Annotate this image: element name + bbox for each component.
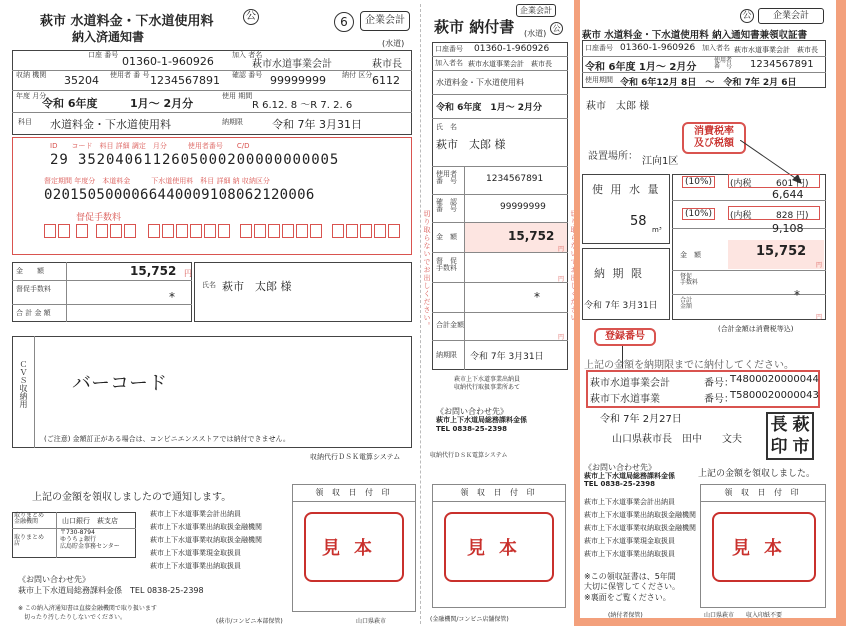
office-line: 萩市上下水道事業会計出納員 xyxy=(150,510,241,518)
kanyu-value: 萩市水道事業会計 xyxy=(252,59,332,70)
right-total-yen: 円 xyxy=(816,314,823,321)
right-amount-label: 金 額 xyxy=(680,251,701,259)
office-line: 萩市上下水道事業収納取扱金融機関 xyxy=(584,524,696,532)
seal-char: 長 xyxy=(770,415,788,435)
right-due-label: 納 期 限 xyxy=(594,267,644,280)
middle-shimei-label: 氏 名 xyxy=(436,123,457,131)
water-tax-rate: (10%) xyxy=(682,176,715,188)
middle-kanyu-value: 萩市水道事業会計 萩市長 xyxy=(468,60,552,68)
fee-star: * xyxy=(169,290,175,304)
total-note: (合計金額は消費税等込) xyxy=(718,325,794,333)
middle-receipt-date-title: 領 収 日 付 印 xyxy=(433,487,565,502)
right-amount-yen: 円 xyxy=(816,262,823,269)
check-value: 99999999 xyxy=(270,74,326,87)
sewer-tax-box xyxy=(728,206,820,220)
bottom-note: ※ この納入済通知書は直接金融機関で取り扱います 切ったり汚したりしないでください。 xyxy=(18,605,157,621)
right-office-list xyxy=(584,496,696,561)
issue-date: 令和 7年 2月27日 xyxy=(600,414,682,425)
seal-char: 印 xyxy=(770,437,788,457)
due-label: 納期限 xyxy=(222,118,243,126)
official-seal-icon xyxy=(766,412,814,460)
left-subtitle: 納入済通知書 xyxy=(72,30,145,44)
place-value: 江向1区 xyxy=(642,156,679,167)
middle-badge: 企業会計 xyxy=(516,4,556,17)
middle-kouza-value: 01360-1-960926 xyxy=(474,44,550,54)
city-value: 萩市長 xyxy=(372,59,402,70)
usage-unit: m³ xyxy=(652,226,662,234)
year-label: 年度 月分 xyxy=(16,92,47,100)
reg1-name: 萩市水道事業会計 xyxy=(590,378,670,389)
middle-due-value: 令和 7年 3月31日 xyxy=(470,352,544,362)
right-contact-title: 《お問い合わせ先》 xyxy=(584,463,656,472)
tax-rate-callout: 消費税率 及び税額 xyxy=(682,122,746,154)
orange-right-border xyxy=(836,0,846,626)
bank1-value: 山口銀行 萩支店 xyxy=(62,517,118,525)
subject-label: 科目 xyxy=(18,118,32,126)
right-badge: 企業会計 xyxy=(758,8,824,24)
office-line: 萩市上下水道事業出納取扱員 xyxy=(150,562,241,570)
middle-name: 萩市 太郎 様 xyxy=(436,138,506,151)
middle-contact-value: 萩市上下水道局総務課料金係 TEL 0838-25-2398 xyxy=(436,416,527,433)
year-value: 令和 6年度 xyxy=(42,97,98,110)
middle-subject: 水道料金・下水道使用料 xyxy=(436,78,524,87)
right-kouza-value: 01360-1-960926 xyxy=(620,43,696,53)
middle-due-label: 納期限 xyxy=(436,351,457,359)
right-kanyu-value: 萩市水道事業会計 萩市長 xyxy=(734,46,818,54)
middle-left-vertical-text: 切り取らないでお出しください。 xyxy=(423,210,431,330)
right-fee-label: 督促 手数料 xyxy=(680,273,699,287)
left-title-mark: 公 xyxy=(243,9,259,25)
middle-panel xyxy=(424,0,574,626)
middle-amount-label: 金 額 xyxy=(436,233,457,241)
middle-kouza-label: 口座番号 xyxy=(435,45,463,53)
due-value: 令和 7年 3月31日 xyxy=(272,118,362,131)
receipt-date-title: 領 収 日 付 印 xyxy=(293,487,415,502)
amount-value: 15,752 xyxy=(130,264,177,278)
middle-contact-title: 《お問い合わせ先》 xyxy=(436,407,508,416)
middle-badge-sub: (水道) xyxy=(524,29,547,38)
middle-amount-yen: 円 xyxy=(558,246,565,253)
right-title: 萩市 水道料金・下水道使用料 納入通知書兼領収証書 xyxy=(582,30,808,41)
middle-total-label: 合計金額 xyxy=(436,321,464,329)
tokusoku-digit-boxes xyxy=(44,224,404,244)
seal-char: 市 xyxy=(792,437,810,457)
right-name: 萩市 太郎 様 xyxy=(586,101,650,112)
middle-title-mark: 公 xyxy=(550,22,563,35)
middle-kanyu-label: 加入者名 xyxy=(435,59,463,67)
left-badge-sub: (水道) xyxy=(382,39,405,48)
pay-note: 上記の金額を納期限までに納付してください。 xyxy=(584,360,794,371)
right-kouza-label: 口座番号 xyxy=(585,44,613,52)
left-title: 萩市 水道料金・下水道使用料 xyxy=(40,14,214,29)
middle-check-value: 99999999 xyxy=(500,202,546,212)
contact-title: 《お問い合わせ先》 xyxy=(18,575,90,584)
office-line: 萩市上下水道事業収納取扱金融機関 xyxy=(150,536,262,544)
middle-star: * xyxy=(534,290,540,304)
month-value: 1月〜 2月分 xyxy=(130,97,194,110)
ocr-line-2: 0201505000066440009108062120006 xyxy=(44,187,315,203)
office-line: 萩市上下水道事業現金取扱員 xyxy=(150,549,241,557)
shuno-value: 35204 xyxy=(64,74,99,87)
cvs-label: ＣＶＳ収納用 xyxy=(19,360,28,408)
right-due-value: 令和 7年 3月31日 xyxy=(584,301,658,311)
right-title-mark: 公 xyxy=(740,9,754,23)
right-sample-stamp: 見本 xyxy=(712,512,816,582)
agent-text: 収納代行ＤＳＫ電算システム xyxy=(310,453,401,461)
kouza-label: 口座 番号 xyxy=(88,51,119,59)
middle-agent: 収納代行ＤＳＫ電算システム xyxy=(430,452,508,459)
kouza-value: 01360-1-960926 xyxy=(122,55,214,68)
check-label: 確認 番号 xyxy=(232,71,263,79)
office-line: 萩市上下水道事業出納取扱金融機関 xyxy=(584,511,696,519)
middle-check-label: 確 認 番 号 xyxy=(436,198,457,214)
middle-total-yen: 円 xyxy=(558,334,565,341)
office-line: 萩市上下水道事業会計出納員 xyxy=(584,498,675,506)
sewer-tax-label: (内税 xyxy=(730,211,752,221)
right-kanyu-label: 加入者名 xyxy=(702,44,730,52)
registration-callout: 登録番号 xyxy=(594,328,656,346)
total-label: 合 計 金 額 xyxy=(16,309,51,317)
subject-value: 水道料金・下水道使用料 xyxy=(50,118,171,131)
reg2-label: 番号： xyxy=(704,394,734,405)
shuno-label: 収納 機関 xyxy=(16,71,47,79)
usage-value: 58 xyxy=(630,214,647,229)
middle-fee-label: 督 促 手数料 xyxy=(436,257,457,273)
receipt-note: 上記の金額を領収しました。 xyxy=(698,469,816,479)
middle-user-value: 1234567891 xyxy=(486,174,544,184)
kanyu-label: 加入 者名 xyxy=(232,51,263,59)
name-value: 萩市 太郎 様 xyxy=(222,280,292,293)
user-value: 1234567891 xyxy=(150,74,220,87)
ocr-line-1: 29 3520406112605000200000000005 xyxy=(50,152,340,168)
issuer-name: 山口県萩市長 田中 文夫 xyxy=(612,434,742,445)
right-bottom-right: 山口県萩市 収入印紙不要 xyxy=(704,612,783,619)
middle-user-label: 使用者 番 号 xyxy=(436,170,457,186)
right-amount-value: 15,752 xyxy=(756,244,807,259)
name-label: 氏名 xyxy=(202,281,216,289)
amount-yen: 円 xyxy=(184,269,192,278)
orange-bottom-border xyxy=(574,618,846,626)
right-star: * xyxy=(794,288,800,302)
middle-sample-stamp: 見本 xyxy=(444,512,554,582)
user-label: 使用者 番 号 xyxy=(110,71,150,79)
right-total-label: 合計 金額 xyxy=(680,297,693,311)
middle-title: 萩市 納付書 xyxy=(434,18,515,36)
right-user-label: 使用者 番 号 xyxy=(714,57,733,71)
right-receipt-date-title: 領 収 日 付 印 xyxy=(701,487,825,502)
period-label: 使用 期間 xyxy=(222,92,253,100)
received-text: 上記の金額を領収しましたので通知します。 xyxy=(32,492,232,503)
sewer-tax-value: 828 円) xyxy=(776,211,809,221)
sewer-tax-rate: (10%) xyxy=(682,208,715,220)
middle-amount-value: 15,752 xyxy=(508,229,555,243)
reg1-value: T4800020000044 xyxy=(730,374,819,385)
water-tax-label: (内税 xyxy=(730,179,752,189)
bank2-value: 〒730-8794 ゆうちょ銀行 広島貯金事務センター xyxy=(60,529,120,551)
right-panel xyxy=(580,0,836,618)
cvs-note: (ご注意) 金額訂正がある場合は、コンビニエンスストアでは納付できません。 xyxy=(44,435,290,443)
middle-fee-yen: 円 xyxy=(558,276,565,283)
left-panel xyxy=(4,0,416,626)
tax-value: 6112 xyxy=(372,74,400,87)
cut-line-1 xyxy=(420,4,421,624)
water-tax-value: 601 円) xyxy=(776,179,809,189)
reg1-label: 番号： xyxy=(704,378,734,389)
bottom-mid-label: 山口県萩市 xyxy=(356,618,387,625)
middle-bottom-label: (金融機関/コンビニ店舗保管) xyxy=(430,616,509,623)
water-tax-box xyxy=(728,174,820,188)
right-period-label: 使用期間 xyxy=(585,76,613,84)
place-label: 設置場所： xyxy=(588,151,638,162)
ocr-header-2: 督定期間 年度分 本道料金 下水道使用料 科目 詳細 納 収納区分 xyxy=(44,177,270,185)
right-year: 令和 6年度 1月〜 2月分 xyxy=(585,62,697,73)
barcode-placeholder: バーコード xyxy=(72,372,168,394)
right-contact-value: 萩市上下水道局総務課料金係 TEL 0838-25-2398 xyxy=(584,472,675,489)
sewer-fee-value: 9,108 xyxy=(772,222,804,235)
tax-label: 納付 区分 xyxy=(342,71,373,79)
water-fee-value: 6,644 xyxy=(772,188,804,201)
middle-office-note: 萩市上下水道事業出納員 収納代行取扱事業所あて xyxy=(454,376,521,391)
amount-label: 金 額 xyxy=(16,267,44,275)
bank1-label: 取りまとめ 金融機関 xyxy=(14,512,45,526)
tokusoku-label: 督促手数料 xyxy=(76,213,122,223)
period-value: R 6.12. 8 〜R 7. 2. 6 xyxy=(252,100,353,111)
office-line: 萩市上下水道事業出納取扱金融機関 xyxy=(150,523,262,531)
fee-label: 督促手数料 xyxy=(16,285,51,293)
bank2-label: 取りまとめ 店 xyxy=(14,534,45,548)
left-sample-stamp: 見本 xyxy=(304,512,404,582)
reg2-name: 萩市下水道事業 xyxy=(590,394,660,405)
left-page-number: 6 xyxy=(334,12,354,32)
reg2-value: T5800020000043 xyxy=(730,390,819,401)
seal-char: 萩 xyxy=(792,415,810,435)
left-office-list xyxy=(150,508,262,573)
right-user-value: 1234567891 xyxy=(750,59,814,70)
right-period-value: 令和 6年12月 8日 〜 令和 7年 2月 6日 xyxy=(620,78,797,88)
contact-value: 萩市上下水道局総務課料金係 TEL 0838-25-2398 xyxy=(18,586,204,595)
left-badge: 企業会計 xyxy=(360,11,410,31)
bottom-left-label: (萩市/コンビニ本部保管) xyxy=(216,618,283,625)
office-line: 萩市上下水道事業現金取扱員 xyxy=(584,537,675,545)
keep-note: ※この領収証書は、5年間 大切に保管してください。 ※裏面をご覧ください。 xyxy=(584,572,680,602)
office-line: 萩市上下水道事業出納取扱員 xyxy=(584,550,675,558)
usage-label: 使 用 水 量 xyxy=(592,183,661,196)
middle-year: 令和 6年度 1月〜 2月分 xyxy=(436,103,543,113)
ocr-header-1: ID コード 料目 詳細 調定 月分 使用者番号 C/D xyxy=(50,142,250,150)
right-bottom-mid: (納付者保管) xyxy=(608,612,643,619)
